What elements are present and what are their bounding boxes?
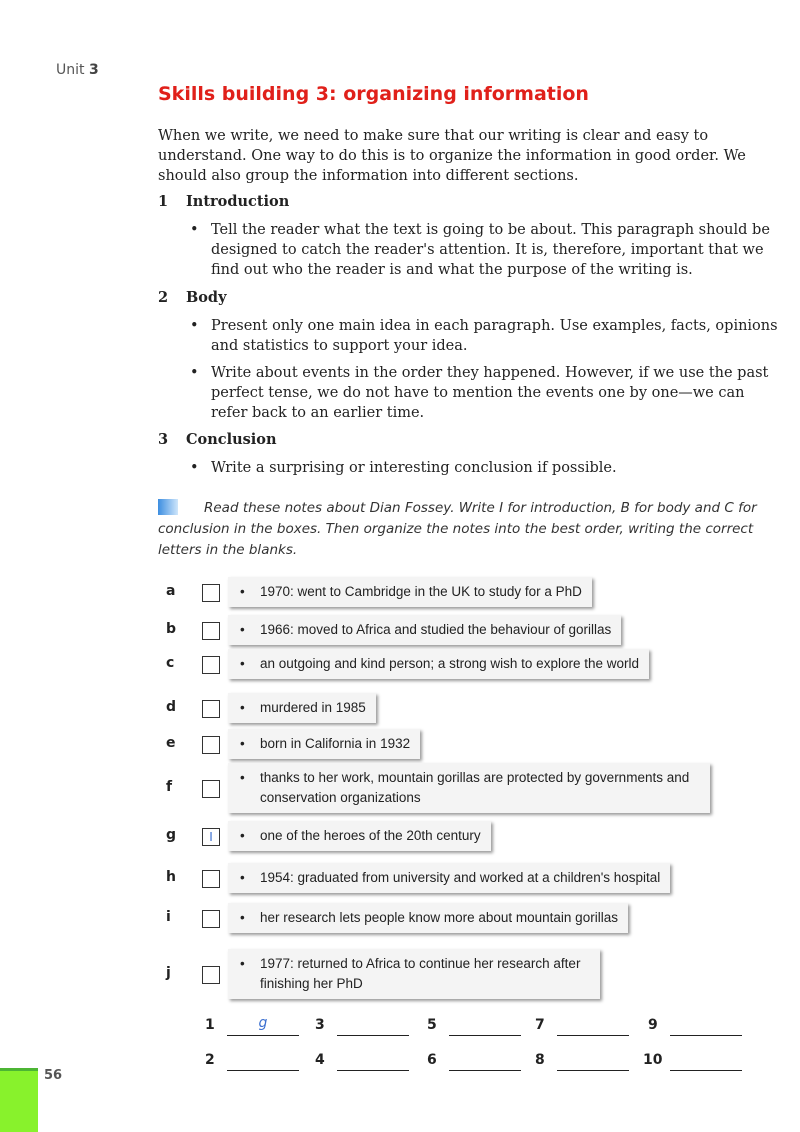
note-card: • her research lets people know more about mountain gorillas	[228, 903, 628, 933]
answer-blank[interactable]	[670, 1050, 742, 1071]
category-box[interactable]	[202, 910, 220, 928]
category-box[interactable]	[202, 966, 220, 984]
section-heading: 2 Body	[158, 289, 227, 306]
category-box[interactable]	[202, 736, 220, 754]
answer-blank[interactable]	[449, 1015, 521, 1036]
answer-number: 4	[315, 1052, 325, 1068]
note-letter: g	[166, 827, 177, 843]
bullet-item: • Write about events in the order they happened. However, if we use the past perfect tense, we do not have to mention the events one by one—we can refer back to an earlier time.	[190, 363, 781, 423]
answer-blank[interactable]	[557, 1050, 629, 1071]
note-letter: i	[166, 909, 171, 925]
note-card: • one of the heroes of the 20th century	[228, 821, 491, 851]
category-box[interactable]	[202, 870, 220, 888]
answer-number: 6	[427, 1052, 437, 1068]
answer-blank[interactable]: g	[227, 1015, 299, 1036]
answer-number: 7	[535, 1017, 545, 1033]
answer-blank[interactable]	[557, 1015, 629, 1036]
note-card: • 1977: returned to Africa to continue her research after finishing her PhD	[228, 949, 600, 999]
note-letter: b	[166, 621, 177, 637]
answer-blank[interactable]	[337, 1015, 409, 1036]
note-card: • 1970: went to Cambridge in the UK to study for a PhD	[228, 577, 592, 607]
bullet-item: • Tell the reader what the text is going to be about. This paragraph should be designed to catch the reader's attention. It is, therefore, important that we find out who the reader is and what the purpose of the writing is.	[190, 220, 781, 280]
answer-blank[interactable]	[670, 1015, 742, 1036]
note-letter: h	[166, 869, 176, 885]
intro-paragraph: When we write, we need to make sure that our writing is clear and easy to understand. One way to do this is to organize the information in good order. We should also group the information into different sections.	[158, 128, 746, 184]
answer-number: 8	[535, 1052, 545, 1068]
note-card: • thanks to her work, mountain gorillas are protected by governments and conservation organizations	[228, 763, 710, 813]
unit-label: Unit 3	[56, 62, 99, 78]
note-card: • murdered in 1985	[228, 693, 376, 723]
note-card: • an outgoing and kind person; a strong wish to explore the world	[228, 649, 649, 679]
note-letter: j	[166, 965, 171, 981]
bullet-item: • Present only one main idea in each paragraph. Use examples, facts, opinions and statistics to support your idea.	[190, 316, 781, 356]
exercise-instruction: Read these notes about Dian Fossey. Write I for introduction, B for body and C for conclusion in the boxes. Then organize the notes into the best order, writing the correct letters in the blanks.	[158, 500, 757, 558]
answer-number: 1	[205, 1017, 215, 1033]
note-letter: d	[166, 699, 177, 715]
note-letter: c	[166, 655, 175, 671]
bullet-item: • Write a surprising or interesting conclusion if possible.	[190, 458, 781, 478]
page-title: Skills building 3: organizing information	[158, 83, 589, 105]
category-box[interactable]	[202, 656, 220, 674]
section-heading: 1 Introduction	[158, 193, 290, 210]
section-heading: 3 Conclusion	[158, 431, 277, 448]
note-card: • 1966: moved to Africa and studied the behaviour of gorillas	[228, 615, 621, 645]
page-accent-bar	[0, 1068, 38, 1132]
category-box[interactable]: I	[202, 828, 220, 846]
note-letter: e	[166, 735, 176, 751]
category-box[interactable]	[202, 780, 220, 798]
answer-number: 5	[427, 1017, 437, 1033]
category-box[interactable]	[202, 622, 220, 640]
note-letter: f	[166, 779, 173, 795]
answer-number: 9	[648, 1017, 658, 1033]
note-card: • 1954: graduated from university and worked at a children's hospital	[228, 863, 670, 893]
category-box[interactable]	[202, 700, 220, 718]
category-box[interactable]	[202, 584, 220, 602]
answer-blank[interactable]	[227, 1050, 299, 1071]
answer-blank[interactable]	[337, 1050, 409, 1071]
note-card: • born in California in 1932	[228, 729, 420, 759]
note-letter: a	[166, 583, 176, 599]
answer-number: 3	[315, 1017, 325, 1033]
page-number: 56	[44, 1068, 63, 1083]
answer-number: 2	[205, 1052, 215, 1068]
answer-number: 10	[643, 1052, 663, 1068]
answer-blank[interactable]	[449, 1050, 521, 1071]
